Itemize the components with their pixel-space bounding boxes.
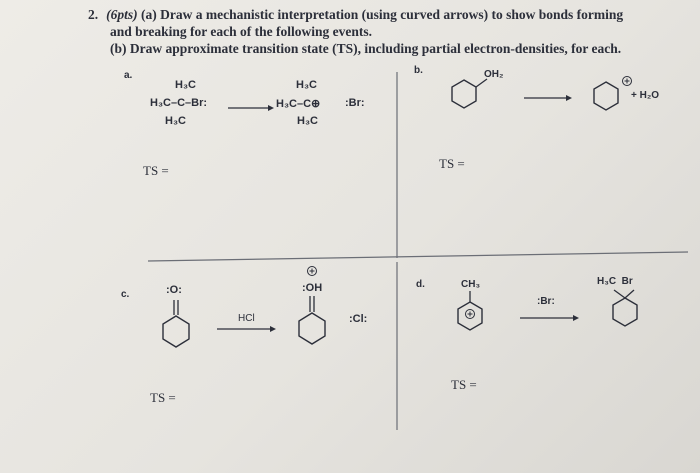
transition-state-c-label: TS = [150,390,176,405]
part-b-instruction: (b) Draw approximate transition state (TS), including partial electron-densities, for each. [110,41,622,56]
product-a-methyl-bottom: H₃C [297,115,318,127]
reactant-a-main-chain: H₃C–C–Br: [150,97,208,109]
transition-state-d-label: TS = [451,377,477,392]
cyclohexane-ring-c-product [299,313,325,344]
reactant-a-methyl-bottom: H₃C [165,115,186,127]
cyclohexane-ring-b-reactant [452,80,476,108]
horizontal-divider [148,252,688,261]
panel-d-label: d. [416,279,425,290]
panel-c-label: c. [121,289,130,300]
cyclohexane-ring-c-reactant [163,316,189,347]
panel-a-label: a. [124,70,133,81]
panel-b-label: b. [414,65,423,76]
bromide-anion-a: :Br: [345,97,365,109]
oxonium-group-b: OH₂ [484,69,504,80]
product-d-substituents: H₃C Br [597,276,633,287]
water-leaving-group: + H₂O [631,90,660,101]
question-number: 2. [88,7,99,22]
product-a-carbocation: H₃C–C⊕ [276,98,321,110]
chloride-anion-c: :Cl: [349,313,368,325]
transition-state-a-label: TS = [143,163,169,178]
hydroxyl-group-c: :OH [302,282,323,294]
carbonyl-oxygen-c: :O: [166,284,182,296]
cyclohexane-ring-d-product [613,298,637,326]
reactant-a-methyl-top: H₃C [175,79,196,91]
bromide-anion-d: :Br: [537,296,555,307]
part-a-instruction-cont: and breaking for each of the following events. [110,24,373,39]
product-a-methyl-top: H₃C [296,79,317,91]
reagent-hcl: HCl [238,313,255,324]
question-points: (6pts) [106,7,138,22]
methyl-group-d: CH₃ [461,279,481,290]
part-a-instruction: (a) Draw a mechanistic interpretation (using curved arrows) to show bonds forming [141,7,624,22]
transition-state-b-label: TS = [439,156,465,171]
cyclohexane-ring-b-product [594,82,618,110]
